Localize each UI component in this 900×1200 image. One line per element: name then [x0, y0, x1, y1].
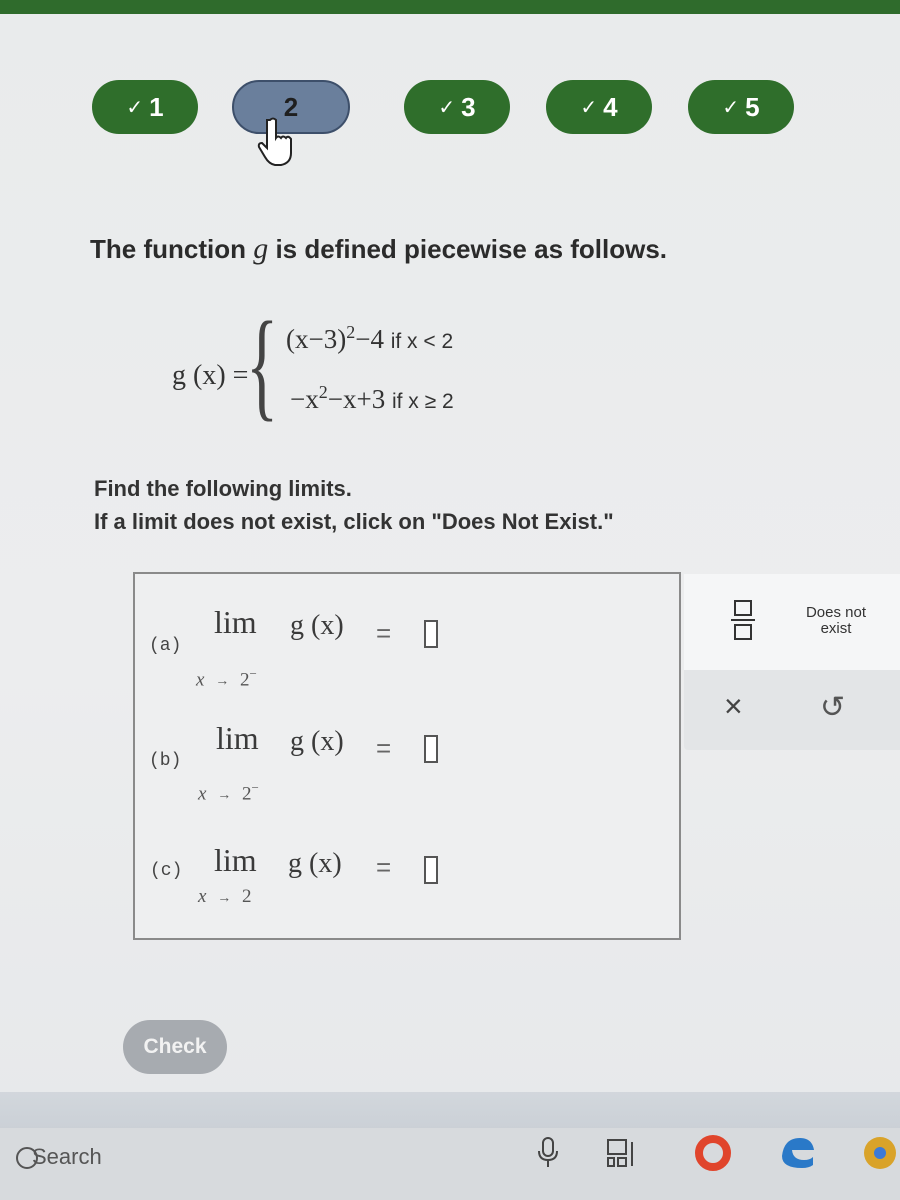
office-icon[interactable]: [694, 1134, 732, 1172]
fraction-icon[interactable]: [731, 600, 755, 644]
check-icon: ✓: [438, 96, 456, 119]
limit-variable: x: [198, 886, 207, 907]
equals-sign: =: [376, 852, 392, 882]
equals-sign: =: [376, 618, 392, 648]
taskbar: [0, 1128, 900, 1200]
step-5-button[interactable]: [688, 80, 794, 134]
question-intro: [90, 232, 667, 266]
undo-icon[interactable]: ↺: [820, 691, 846, 724]
instruction-line: If a limit does not exist, click on "Does Not Exist.": [94, 509, 614, 534]
approach-side: −: [249, 666, 257, 681]
lim-operator: lim: [216, 720, 259, 756]
part-b-label: (b): [149, 751, 182, 771]
approach-value: 2: [239, 669, 250, 691]
part-c-label: (c): [150, 861, 183, 881]
approach-side: −: [251, 780, 259, 795]
intro-text: is defined piecewise as follows.: [275, 234, 668, 264]
case-2-expr: −x: [290, 384, 319, 414]
limit-variable: x: [198, 783, 207, 805]
function-name: g: [253, 232, 269, 265]
edge-icon[interactable]: [776, 1134, 816, 1172]
step-1-button[interactable]: [92, 80, 198, 134]
part-a-label: (a): [149, 636, 182, 656]
chrome-icon[interactable]: [850, 1134, 900, 1172]
case-2: [290, 382, 454, 415]
instructions: [94, 472, 614, 538]
case-1-expr: (x−3): [286, 324, 347, 354]
arrow-icon: →: [217, 788, 232, 804]
top-banner: [0, 0, 900, 14]
check-icon: ✓: [722, 96, 740, 119]
case-1-condition: if x < 2: [390, 330, 454, 353]
function-expression: g (x): [288, 848, 342, 879]
case-1-exponent: 2: [346, 322, 356, 342]
limit-variable: x: [196, 669, 205, 691]
check-button[interactable]: Check: [123, 1020, 227, 1074]
left-brace: {: [246, 297, 279, 432]
case-2-tail: −x+3: [327, 384, 386, 414]
step-number: 2: [283, 91, 299, 122]
step-number: 3: [461, 91, 476, 122]
clear-icon[interactable]: ×: [724, 688, 743, 724]
approach-value: 2: [241, 886, 252, 907]
check-icon: ✓: [580, 96, 598, 119]
case-1: [286, 322, 453, 355]
hand-cursor-icon: [256, 116, 300, 168]
approach-value: 2: [241, 783, 252, 805]
answer-input-b[interactable]: [424, 735, 438, 763]
answer-input-a[interactable]: [424, 620, 438, 648]
function-expression: g (x): [290, 610, 344, 641]
intro-text: The function: [90, 234, 246, 264]
function-label: g (x) =: [172, 360, 249, 391]
answer-input-c[interactable]: [424, 856, 438, 884]
check-icon: ✓: [126, 96, 144, 119]
microphone-icon[interactable]: [536, 1136, 560, 1170]
step-4-button[interactable]: [546, 80, 652, 134]
lim-operator: lim: [214, 604, 257, 640]
taskbar-edge: [0, 1092, 900, 1128]
case-2-exponent: 2: [318, 382, 328, 402]
arrow-icon: →: [217, 891, 232, 906]
limit-subscript: [198, 780, 259, 805]
task-view-icon[interactable]: [606, 1138, 638, 1168]
arrow-icon: →: [215, 674, 230, 690]
instruction-line: Find the following limits.: [94, 476, 352, 501]
step-number: 4: [603, 91, 618, 122]
step-number: 5: [745, 91, 760, 122]
taskbar-search[interactable]: Search: [32, 1144, 102, 1169]
case-2-condition: if x ≥ 2: [391, 390, 454, 413]
step-number: 1: [149, 91, 164, 122]
step-3-button[interactable]: [404, 80, 510, 134]
function-expression: g (x): [290, 726, 344, 757]
lim-operator: lim: [214, 842, 257, 878]
limit-subscript: [198, 886, 251, 908]
limit-subscript: [196, 666, 257, 691]
case-1-tail: −4: [355, 324, 384, 354]
equals-sign: =: [376, 733, 392, 763]
does-not-exist-button[interactable]: Does not exist: [805, 604, 867, 637]
